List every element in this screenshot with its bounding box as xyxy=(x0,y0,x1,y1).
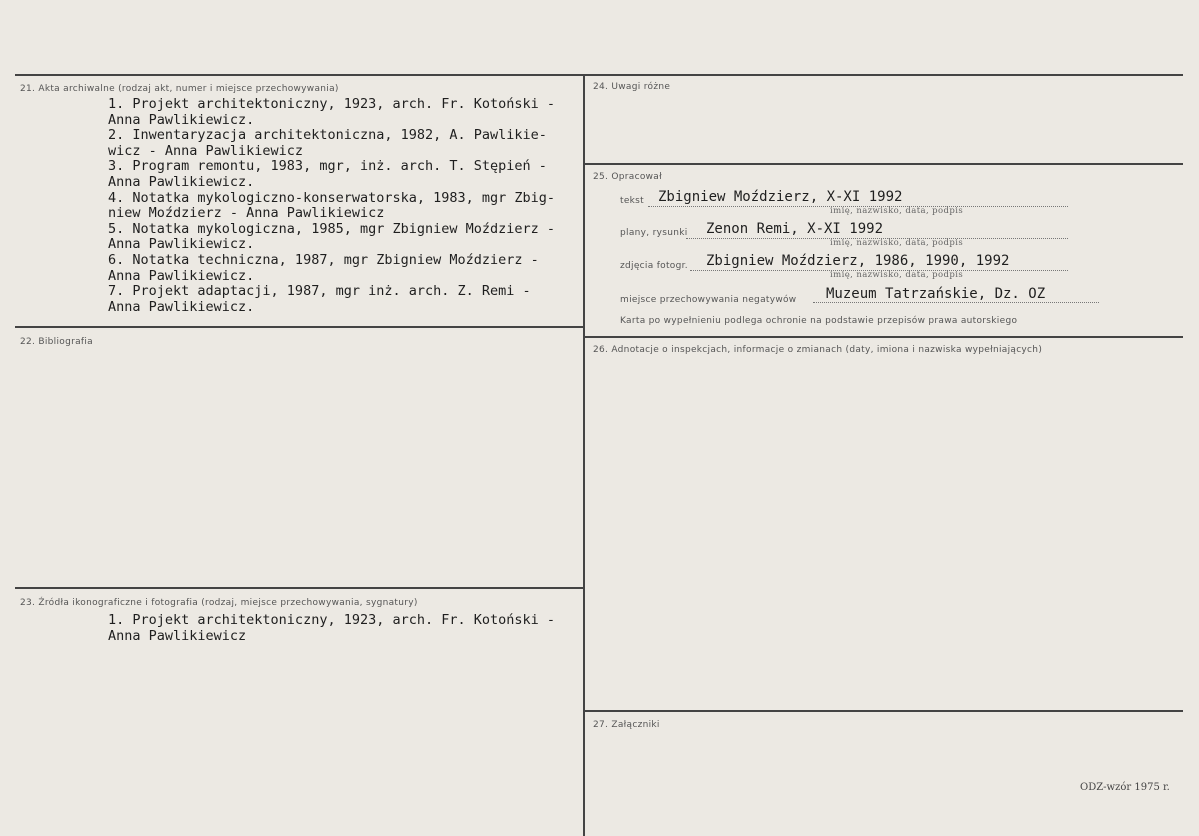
entry-line: 5. Notatka mykologiczna, 1985, mgr Zbigniew Moździerz - xyxy=(108,220,556,237)
zdjecia-label: zdjęcia fotogr. xyxy=(620,261,688,271)
entry-line: 2. Inwentaryzacja architektoniczna, 1982, A. Pawlikie- xyxy=(108,127,547,144)
section-22-label: 22. Bibliografia xyxy=(20,337,93,347)
entry-line: 1. Projekt architektoniczny, 1923, arch. Fr. Kotoński - xyxy=(108,96,556,112)
section-23-label: 23. Źródła ikonograficzne i fotografia (rodzaj, miejsce przechowywania, sygnatury) xyxy=(20,598,418,608)
entry-line: 1. Projekt architektoniczny, 1923, arch. Fr. Kotoński - xyxy=(108,612,556,628)
section-24-label: 24. Uwagi różne xyxy=(593,82,671,92)
section-26-label: 26. Adnotacje o inspekcjach, informacje o zmianach (daty, imiona i nazwiska wypełniających) xyxy=(593,345,1043,355)
entry-line: niew Moździerz - Anna Pawlikiewicz xyxy=(108,205,385,222)
plany-value: Zenon Remi, X-XI 1992 xyxy=(706,221,884,237)
rule-24-25 xyxy=(584,163,1183,165)
entry-line: wicz - Anna Pawlikiewicz xyxy=(108,142,304,159)
rule-25-26 xyxy=(584,336,1183,338)
negatywy-dotted-line xyxy=(813,302,1099,303)
entry-line: Anna Pawlikiewicz xyxy=(108,627,247,644)
entry-line: Anna Pawlikiewicz. xyxy=(108,298,255,315)
entry-line: 6. Notatka techniczna, 1987, mgr Zbigniew Moździerz - xyxy=(108,251,539,268)
entry-line: Anna Pawlikiewicz. xyxy=(108,111,255,128)
negatywy-value: Muzeum Tatrzańskie, Dz. OZ xyxy=(826,286,1046,302)
zdjecia-hint: imię, nazwisko, data, podpis xyxy=(830,270,964,280)
section-25-label: 25. Opracował xyxy=(593,172,662,182)
form-footer: ODZ-wzór 1975 r. xyxy=(1080,782,1170,793)
entry-line: 4. Notatka mykologiczno-konserwatorska, 1983, mgr Zbig- xyxy=(108,189,556,206)
negatywy-label: miejsce przechowywania negatywów xyxy=(620,295,797,305)
copyright-notice: Karta po wypełnieniu podlega ochronie na podstawie przepisów prawa autorskiego xyxy=(620,316,1018,326)
section-27-label: 27. Załączniki xyxy=(593,720,660,730)
entry-line: 7. Projekt adaptacji, 1987, mgr inż. arch. Z. Remi - xyxy=(108,283,531,300)
section-21-entries xyxy=(108,97,555,315)
rule-22-23 xyxy=(15,587,584,589)
section-23-entries xyxy=(108,613,555,644)
rule-26-27 xyxy=(584,710,1183,712)
entry-line: Anna Pawlikiewicz. xyxy=(108,236,255,253)
plany-hint: imię, nazwisko, data, podpis xyxy=(830,238,964,248)
entry-line: Anna Pawlikiewicz. xyxy=(108,267,255,284)
tekst-hint: imię, nazwisko, data, podpis xyxy=(830,206,964,216)
tekst-label: tekst xyxy=(620,196,644,206)
rule-21-22 xyxy=(15,326,584,328)
top-rule xyxy=(15,74,1183,76)
zdjecia-value: Zbigniew Moździerz, 1986, 1990, 1992 xyxy=(706,253,1010,269)
entry-line: Anna Pawlikiewicz. xyxy=(108,173,255,190)
section-21-label: 21. Akta archiwalne (rodzaj akt, numer i miejsce przechowywania) xyxy=(20,84,339,94)
center-divider xyxy=(583,74,585,836)
entry-line: 3. Program remontu, 1983, mgr, inż. arch. T. Stępień - xyxy=(108,158,547,175)
plany-label: plany, rysunki xyxy=(620,228,688,238)
tekst-value: Zbigniew Moździerz, X-XI 1992 xyxy=(658,189,903,205)
